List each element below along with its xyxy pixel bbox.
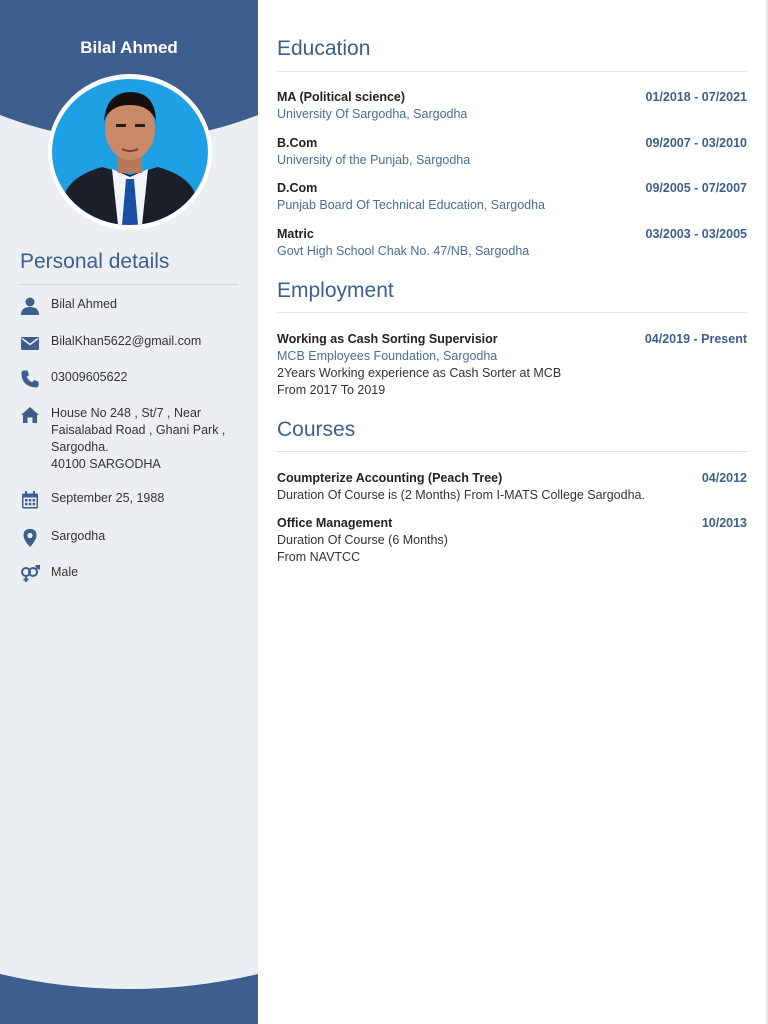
detail-text: 03009605622 xyxy=(51,370,128,384)
profile-photo xyxy=(52,79,208,225)
entry-employer: MCB Employees Foundation, Sargodha xyxy=(277,349,498,363)
entry-date: 09/2007 - 03/2010 xyxy=(645,136,747,150)
person-icon xyxy=(20,296,40,316)
entry-date: 10/2013 xyxy=(701,516,747,530)
employment-title: Employment xyxy=(277,279,394,302)
entry-description: 2Years Working experience as Cash Sorter at MCB From 2017 To 2019 xyxy=(277,366,562,397)
entry-date: 03/2003 - 03/2005 xyxy=(645,227,747,241)
sidebar xyxy=(0,0,258,1024)
detail-text: House No 248 , St/7 , Near Faisalabad Road , Ghani Park , Sargodha. 40100 SARGODHA xyxy=(51,406,226,471)
entry-title: Coumpterize Accounting (Peach Tree) xyxy=(277,471,503,485)
detail-text: Bilal Ahmed xyxy=(51,297,118,311)
entry-title: Working as Cash Sorting Supervisior xyxy=(277,332,498,346)
detail-text: September 25, 1988 xyxy=(51,491,165,505)
entry-institution: Punjab Board Of Technical Education, Sargodha xyxy=(277,198,546,212)
entry-description: Duration Of Course is (2 Months) From I-MATS College Sargodha. xyxy=(277,488,645,502)
detail-text: Sargodha xyxy=(51,529,106,543)
divider xyxy=(20,284,238,285)
education-title: Education xyxy=(277,37,371,60)
entry-institution: Govt High School Chak No. 47/NB, Sargodha xyxy=(277,244,530,258)
courses-title: Courses xyxy=(277,418,356,441)
entry-date: 04/2019 - Present xyxy=(644,332,747,346)
entry-title: D.Com xyxy=(277,181,318,195)
location-pin-icon xyxy=(20,528,40,548)
entry-title: Office Management xyxy=(277,516,393,530)
calendar-icon xyxy=(20,490,40,510)
entry-title: Matric xyxy=(277,227,314,241)
home-icon xyxy=(20,405,40,425)
divider xyxy=(277,71,747,72)
profile-name: Bilal Ahmed xyxy=(80,38,178,57)
entry-institution: University of the Punjab, Sargodha xyxy=(277,153,471,167)
entry-institution: University Of Sargodha, Sargodha xyxy=(277,107,468,121)
entry-date: 04/2012 xyxy=(701,471,747,485)
email-icon xyxy=(20,333,40,353)
personal-details-title: Personal details xyxy=(20,250,170,273)
detail-text: BilalKhan5622@gmail.com xyxy=(51,334,202,348)
gender-icon xyxy=(20,564,40,584)
detail-text: Male xyxy=(51,565,79,579)
sidebar-footer-band xyxy=(0,964,258,1024)
entry-title: MA (Political science) xyxy=(277,90,406,104)
divider xyxy=(277,312,747,313)
entry-date: 09/2005 - 07/2007 xyxy=(645,181,747,195)
divider xyxy=(277,451,747,452)
entry-title: B.Com xyxy=(277,136,318,150)
entry-description: Duration Of Course (6 Months) From NAVTCC xyxy=(277,533,448,564)
phone-icon xyxy=(20,369,40,389)
entry-date: 01/2018 - 07/2021 xyxy=(645,90,747,104)
